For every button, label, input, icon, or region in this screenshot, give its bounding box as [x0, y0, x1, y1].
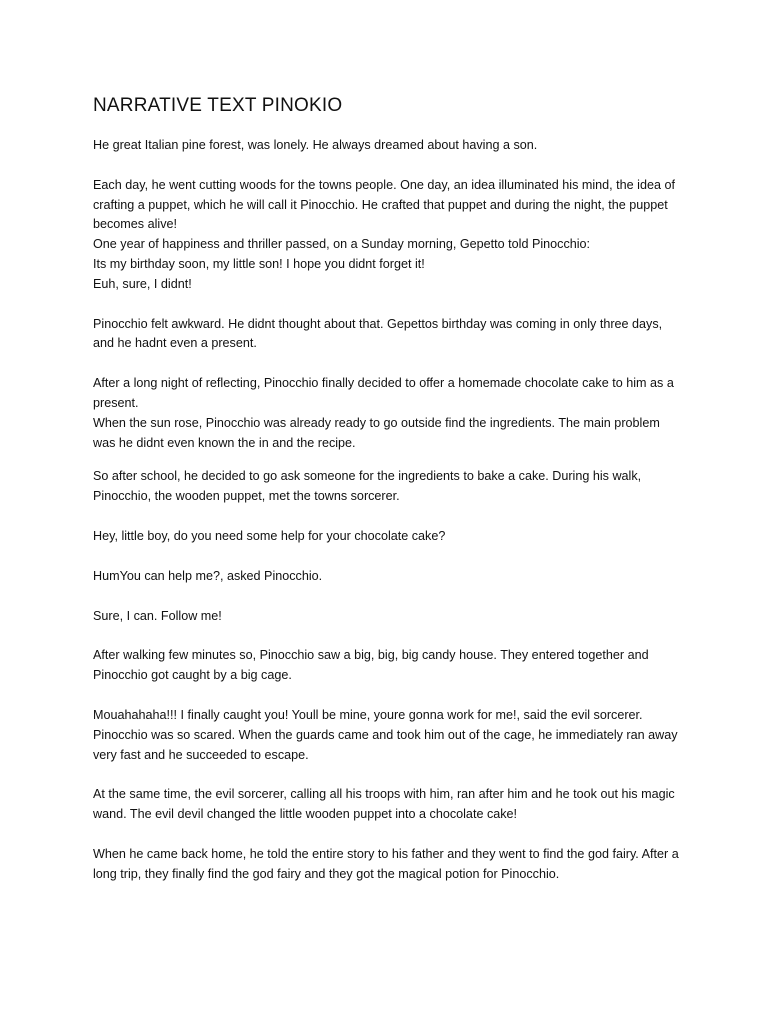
paragraph-one-year: One year of happiness and thriller passed, on a Sunday morning, Gepetto told Pinocchio: — [93, 237, 591, 252]
paragraph-mouahahaha: Mouahahaha!!! I finally caught you! Youll be mine, youre gonna work for me!, said the evil sorcerer. Pinocchio was so scared. When the guards came and took him out of the cage, he immediately ran away very fast and he succeeded to escape. — [93, 707, 678, 762]
paragraph-intro: He great Italian pine forest, was lonely. He always dreamed about having a son. — [93, 138, 538, 152]
paragraph-same-time: At the same time, the evil sorcerer, calling all his troops with him, ran after him and he took out his magic wand. The evil devil changed the little wooden puppet into a chocolate cake! — [93, 787, 675, 822]
paragraph-awkward: Pinocchio felt awkward. He didnt thought about that. Gepettos birthday was coming in only three days, and he hadnt even a present. — [93, 316, 663, 351]
dialogue-hum: HumYou can help me?, asked Pinocchio. — [93, 568, 323, 583]
dialogue-euh-sure: Euh, sure, I didnt! — [93, 276, 192, 291]
dialogue-sure-i-can: Sure, I can. Follow me! — [93, 608, 222, 623]
dialogue-birthday: Its my birthday soon, my little son! I hope you didnt forget it! — [93, 256, 425, 271]
paragraph-sun-rose: When the sun rose, Pinocchio was already ready to go outside find the ingredients. The main problem was he didnt even known the in and the recipe. — [93, 415, 660, 450]
dialogue-hey-little-boy: Hey, little boy, do you need some help for your chocolate cake? — [93, 528, 446, 543]
document-title: NARRATIVE TEXT PINOKIO — [93, 95, 343, 116]
paragraph-after-school: So after school, he decided to go ask someone for the ingredients to bake a cake. During his walk, Pinocchio, the wooden puppet, met the towns sorcerer. — [93, 469, 642, 504]
paragraph-reflecting: After a long night of reflecting, Pinocchio finally decided to offer a homemade chocolate cake to him as a present. — [93, 376, 674, 410]
paragraph-cutting-woods: Each day, he went cutting woods for the towns people. One day, an idea illuminated his mind, the idea of crafting a puppet, which he will call it Pinocchio. He crafted that puppet and during the night, the puppet becomes alive! — [93, 177, 675, 232]
paragraph-candy-house: After walking few minutes so, Pinocchio saw a big, big, big candy house. They entered together and Pinocchio got caught by a big cage. — [93, 648, 649, 683]
document-body — [93, 94, 683, 885]
paragraph-came-back-home: When he came back home, he told the entire story to his father and they went to find the god fairy. After a long trip, they finally find the god fairy and they got the magical potion for Pinocchio. — [93, 846, 679, 881]
